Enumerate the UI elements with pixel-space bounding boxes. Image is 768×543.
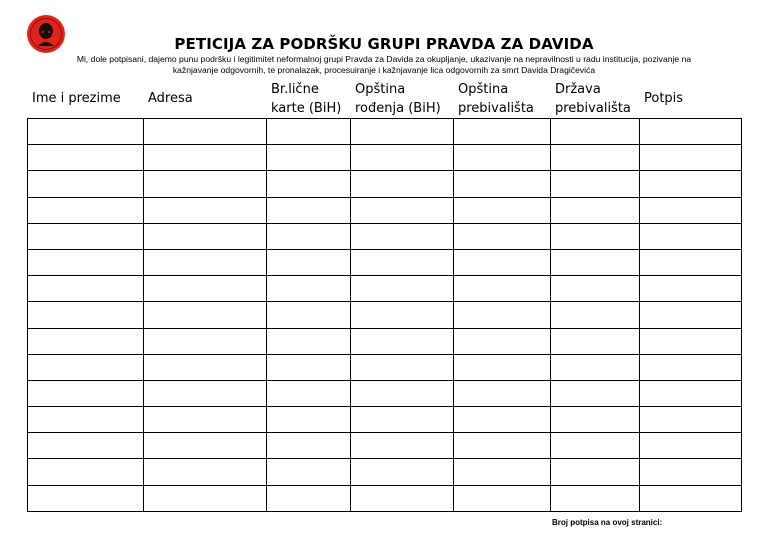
table-cell bbox=[144, 171, 267, 197]
table-cell bbox=[28, 485, 144, 511]
table-cell bbox=[144, 223, 267, 249]
column-header-label: Adresa bbox=[148, 91, 193, 106]
table-cell bbox=[267, 276, 351, 302]
table-row bbox=[28, 328, 742, 354]
table-cell bbox=[144, 380, 267, 406]
column-header-label: Ime i prezime bbox=[32, 91, 121, 106]
page-title: PETICIJA ZA PODRŠKU GRUPI PRAVDA ZA DAVIDA bbox=[174, 35, 594, 53]
column-header-municipality-of-birth bbox=[355, 80, 441, 118]
table-cell bbox=[28, 197, 144, 223]
column-header-id-card bbox=[271, 80, 341, 118]
table-cell bbox=[551, 433, 640, 459]
table-cell bbox=[351, 380, 454, 406]
table-cell bbox=[351, 171, 454, 197]
table-row bbox=[28, 485, 742, 511]
table-cell bbox=[28, 223, 144, 249]
table-row bbox=[28, 119, 742, 145]
column-header-signature bbox=[644, 89, 683, 108]
column-header-country-of-residence bbox=[555, 80, 631, 118]
petition-statement-line-2: kažnjavanje odgovornih, te pronalazak, procesuiranje i kažnjavanje lica odgovornih za smrt Davida Dragičevića bbox=[172, 65, 596, 75]
table-cell bbox=[144, 276, 267, 302]
signature-table bbox=[27, 118, 742, 512]
table-cell bbox=[454, 171, 551, 197]
table-cell bbox=[28, 380, 144, 406]
table-cell bbox=[267, 433, 351, 459]
table-cell bbox=[267, 354, 351, 380]
table-cell bbox=[144, 407, 267, 433]
table-cell bbox=[351, 459, 454, 485]
table-cell bbox=[28, 354, 144, 380]
table-cell bbox=[551, 171, 640, 197]
table-cell bbox=[551, 407, 640, 433]
table-cell bbox=[144, 354, 267, 380]
table-cell bbox=[144, 119, 267, 145]
table-header-row bbox=[0, 80, 768, 118]
table-cell bbox=[640, 459, 742, 485]
petition-statement-line-1: Mi, dole potpisani, dajemo punu podršku i legitimitet neformalnoj grupi Pravda za Davida za okupljanje, ukazivanje na nepravilnosti u radu institucija, pozivanje na bbox=[76, 54, 692, 64]
table-cell bbox=[28, 302, 144, 328]
table-cell bbox=[454, 302, 551, 328]
table-cell bbox=[351, 433, 454, 459]
signature-table-body bbox=[28, 119, 742, 512]
table-cell bbox=[551, 328, 640, 354]
table-cell bbox=[28, 145, 144, 171]
table-cell bbox=[640, 380, 742, 406]
table-cell bbox=[454, 354, 551, 380]
table-cell bbox=[454, 119, 551, 145]
table-cell bbox=[454, 328, 551, 354]
table-row bbox=[28, 407, 742, 433]
table-cell bbox=[28, 459, 144, 485]
signature-count-label: Broj potpisa na ovoj stranici: bbox=[552, 518, 663, 527]
table-cell bbox=[551, 197, 640, 223]
table-cell bbox=[551, 459, 640, 485]
table-row bbox=[28, 223, 742, 249]
column-header-label: karte (BiH) bbox=[271, 101, 342, 116]
table-cell bbox=[28, 328, 144, 354]
table-cell bbox=[454, 249, 551, 275]
table-cell bbox=[267, 459, 351, 485]
table-cell bbox=[551, 302, 640, 328]
table-cell bbox=[144, 249, 267, 275]
table-cell bbox=[28, 276, 144, 302]
table-row bbox=[28, 145, 742, 171]
table-row bbox=[28, 276, 742, 302]
table-cell bbox=[351, 354, 454, 380]
column-header-label: prebivališta bbox=[458, 101, 534, 116]
table-cell bbox=[640, 433, 742, 459]
table-cell bbox=[267, 380, 351, 406]
table-cell bbox=[28, 119, 144, 145]
table-cell bbox=[267, 171, 351, 197]
column-header-label: prebivališta bbox=[555, 101, 631, 116]
table-cell bbox=[640, 485, 742, 511]
table-cell bbox=[267, 197, 351, 223]
table-cell bbox=[28, 407, 144, 433]
column-header-label: Br.lične bbox=[271, 82, 319, 97]
table-cell bbox=[351, 145, 454, 171]
table-cell bbox=[640, 328, 742, 354]
table-row bbox=[28, 302, 742, 328]
table-cell bbox=[454, 276, 551, 302]
table-cell bbox=[144, 485, 267, 511]
table-cell bbox=[351, 302, 454, 328]
table-cell bbox=[551, 380, 640, 406]
table-row bbox=[28, 459, 742, 485]
table-cell bbox=[267, 407, 351, 433]
table-cell bbox=[454, 407, 551, 433]
table-row bbox=[28, 433, 742, 459]
table-cell bbox=[144, 459, 267, 485]
table-cell bbox=[144, 302, 267, 328]
table-cell bbox=[454, 485, 551, 511]
table-cell bbox=[640, 276, 742, 302]
table-cell bbox=[144, 145, 267, 171]
table-cell bbox=[351, 276, 454, 302]
table-row bbox=[28, 171, 742, 197]
table-cell bbox=[454, 380, 551, 406]
table-cell bbox=[351, 223, 454, 249]
table-cell bbox=[640, 119, 742, 145]
table-cell bbox=[267, 145, 351, 171]
table-cell bbox=[454, 145, 551, 171]
table-cell bbox=[267, 485, 351, 511]
column-header-label: rođenja (BiH) bbox=[355, 101, 441, 116]
table-cell bbox=[640, 249, 742, 275]
table-cell bbox=[351, 249, 454, 275]
table-cell bbox=[640, 407, 742, 433]
column-header-address bbox=[148, 89, 193, 108]
table-cell bbox=[454, 459, 551, 485]
table-cell bbox=[640, 197, 742, 223]
column-header-label: Potpis bbox=[644, 91, 684, 106]
table-cell bbox=[267, 223, 351, 249]
table-cell bbox=[351, 328, 454, 354]
table-row bbox=[28, 249, 742, 275]
table-cell bbox=[144, 197, 267, 223]
column-header-municipality-of-residence bbox=[458, 80, 534, 118]
table-cell bbox=[640, 302, 742, 328]
table-cell bbox=[640, 145, 742, 171]
column-header-name bbox=[32, 89, 121, 108]
table-cell bbox=[551, 223, 640, 249]
table-row bbox=[28, 354, 742, 380]
table-cell bbox=[267, 119, 351, 145]
table-row bbox=[28, 197, 742, 223]
table-cell bbox=[454, 197, 551, 223]
table-cell bbox=[551, 145, 640, 171]
table-cell bbox=[551, 276, 640, 302]
table-cell bbox=[454, 223, 551, 249]
table-cell bbox=[640, 171, 742, 197]
column-header-label: Opština bbox=[458, 82, 509, 97]
table-cell bbox=[28, 249, 144, 275]
table-cell bbox=[144, 433, 267, 459]
table-row bbox=[28, 380, 742, 406]
table-cell bbox=[267, 302, 351, 328]
table-cell bbox=[267, 249, 351, 275]
table-cell bbox=[351, 407, 454, 433]
table-cell bbox=[144, 328, 267, 354]
table-cell bbox=[28, 433, 144, 459]
table-cell bbox=[640, 223, 742, 249]
table-cell bbox=[551, 119, 640, 145]
table-cell bbox=[640, 354, 742, 380]
table-cell bbox=[351, 197, 454, 223]
table-cell bbox=[551, 249, 640, 275]
column-header-label: Država bbox=[555, 82, 601, 97]
table-cell bbox=[551, 485, 640, 511]
table-cell bbox=[351, 119, 454, 145]
table-cell bbox=[551, 354, 640, 380]
table-cell bbox=[28, 171, 144, 197]
column-header-label: Opština bbox=[355, 82, 406, 97]
table-cell bbox=[454, 433, 551, 459]
table-cell bbox=[351, 485, 454, 511]
table-cell bbox=[267, 328, 351, 354]
